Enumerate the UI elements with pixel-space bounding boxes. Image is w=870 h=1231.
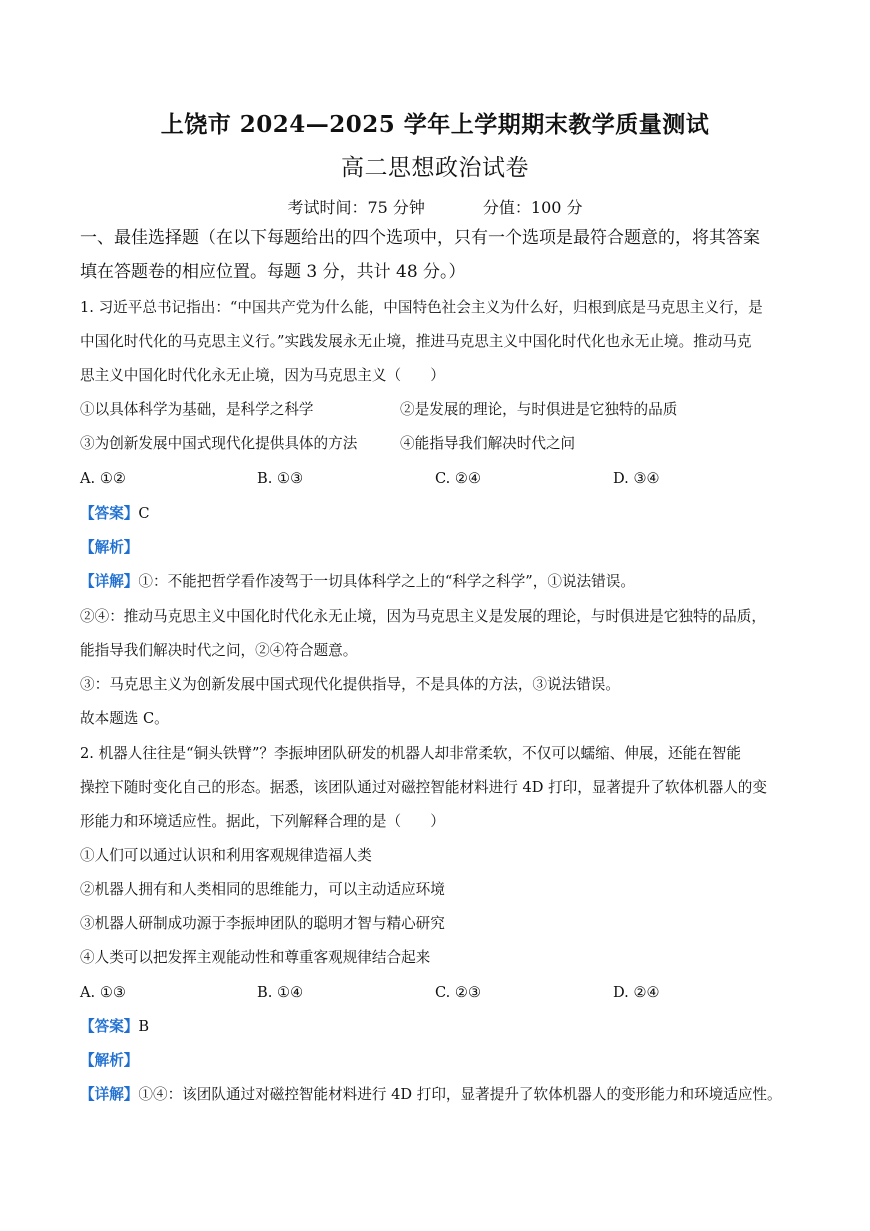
q1-stem-line-1: 1. 习近平总书记指出：“中国共产党为什么能，中国特色社会主义为什么好，归根到底是马克思主义行，是 bbox=[80, 299, 763, 316]
section-intro-line-2: 填在答题卷的相应位置。每题 3 分，共计 48 分。） bbox=[80, 262, 466, 282]
q2-analysis-tag: 【解析】 bbox=[80, 1052, 139, 1069]
q1-detail-tag: 【详解】 bbox=[80, 573, 139, 590]
q2-stem-line-1: 2. 机器人往往是“铜头铁臂”？李振坤团队研发的机器人却非常柔软，不仅可以蠕缩、伸展，还能在智能 bbox=[80, 745, 742, 762]
q2-option-b: B. ①④ bbox=[257, 984, 304, 1001]
q1-answer-value: C bbox=[138, 505, 150, 522]
exam-time: 考试时间：75 分钟 bbox=[287, 198, 425, 217]
q1-option-a: A. ①② bbox=[80, 470, 126, 487]
q2-answer-tag: 【答案】 bbox=[80, 1018, 139, 1035]
q2-stem-line-3: 形能力和环境适应性。据此，下列解释合理的是（ ） bbox=[80, 813, 445, 830]
q1-conclusion: 故本题选 C。 bbox=[80, 710, 169, 727]
q1-answer bbox=[80, 504, 150, 524]
q1-detail-text-1: ①：不能把哲学看作凌驾于一切具体科学之上的“科学之科学”，①说法错误。 bbox=[138, 573, 635, 590]
q1-statement-3: ③为创新发展中国式现代化提供具体的方法 bbox=[80, 435, 358, 452]
exam-score: 分值：100 分 bbox=[482, 198, 583, 217]
q2-statement-1: ①人们可以通过认识和利用客观规律造福人类 bbox=[80, 847, 372, 864]
q1-statement-2: ②是发展的理论，与时俱进是它独特的品质 bbox=[400, 401, 678, 418]
q1-statement-4: ④能指导我们解决时代之问 bbox=[400, 435, 576, 452]
q1-stem-line-3: 思主义中国化时代化永无止境，因为马克思主义（ ） bbox=[80, 367, 445, 384]
q1-detail-line-2: ②④：推动马克思主义中国化时代化永无止境，因为马克思主义是发展的理论，与时俱进是它独特的品质， bbox=[80, 608, 766, 625]
q1-analysis bbox=[80, 538, 138, 558]
q2-statement-3: ③机器人研制成功源于李振坤团队的聪明才智与精心研究 bbox=[80, 915, 445, 932]
section-intro-line-1: 一、最佳选择题（在以下每题给出的四个选项中，只有一个选项是最符合题意的，将其答案 bbox=[80, 228, 760, 248]
q2-answer bbox=[80, 1017, 149, 1037]
q1-option-b: B. ①③ bbox=[257, 470, 304, 487]
q2-detail-line-1 bbox=[80, 1085, 782, 1105]
q2-answer-value: B bbox=[138, 1018, 150, 1035]
exam-title: 上饶市 2024—2025 学年上学期期末教学质量测试 bbox=[160, 111, 710, 138]
exam-meta bbox=[0, 195, 870, 218]
q2-analysis bbox=[80, 1051, 138, 1071]
q2-detail-text-1: ①④：该团队通过对磁控智能材料进行 4D 打印，显著提升了软体机器人的变形能力和环境适应性。 bbox=[138, 1086, 782, 1103]
q2-detail-tag: 【详解】 bbox=[80, 1086, 139, 1103]
q1-option-d: D. ③④ bbox=[613, 470, 660, 487]
q1-detail-line-3: 能指导我们解决时代之问，②④符合题意。 bbox=[80, 642, 358, 659]
exam-subtitle: 高二思想政治试卷 bbox=[341, 155, 529, 181]
q1-option-c: C. ②④ bbox=[435, 470, 482, 487]
q2-statement-2: ②机器人拥有和人类相同的思维能力，可以主动适应环境 bbox=[80, 881, 445, 898]
q2-statement-4: ④人类可以把发挥主观能动性和尊重客观规律结合起来 bbox=[80, 949, 431, 966]
q1-statement-1: ①以具体科学为基础，是科学之科学 bbox=[80, 401, 314, 418]
q1-detail-line-1 bbox=[80, 572, 635, 592]
q2-option-d: D. ②④ bbox=[613, 984, 660, 1001]
q1-stem-line-2: 中国化时代化的马克思主义行。”实践发展永无止境，推进马克思主义中国化时代化也永无止境。推动马克 bbox=[80, 333, 752, 350]
q2-stem-line-2: 操控下随时变化自己的形态。据悉，该团队通过对磁控智能材料进行 4D 打印，显著提升了软体机器人的变 bbox=[80, 779, 767, 796]
q2-option-c: C. ②③ bbox=[435, 984, 482, 1001]
q1-detail-line-4: ③：马克思主义为创新发展中国式现代化提供指导，不是具体的方法，③说法错误。 bbox=[80, 676, 620, 693]
q1-analysis-tag: 【解析】 bbox=[80, 539, 139, 556]
q1-answer-tag: 【答案】 bbox=[80, 505, 139, 522]
q2-option-a: A. ①③ bbox=[80, 984, 126, 1001]
